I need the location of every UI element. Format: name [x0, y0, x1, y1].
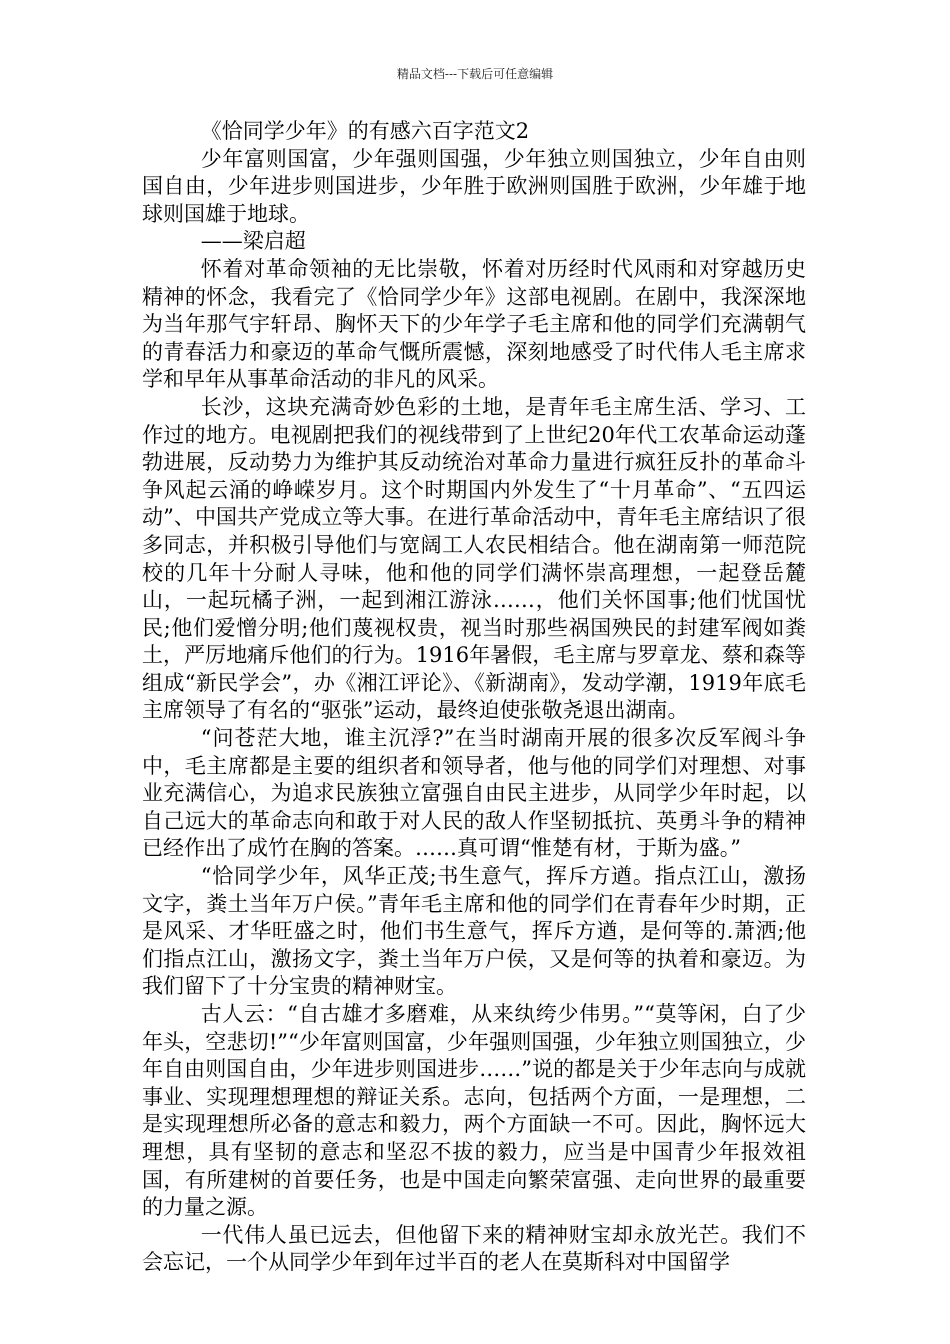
paragraph-legacy: 一代伟人虽已远去，但他留下来的精神财宝却永放光芒。我们不会忘记，一个从同学少年到年过半百的老人在莫斯科对中国留学: [142, 1222, 806, 1275]
quote-attribution: ——梁启超: [200, 229, 306, 254]
page-header: 精品文档---下载后可任意编辑: [396, 67, 554, 81]
paragraph-quote: 少年富则国富，少年强则国强，少年独立则国独立，少年自由则国自由，少年进步则国进步，少年胜于欧洲则国胜于欧洲，少年雄于地球则国雄于地球。: [142, 146, 806, 226]
paragraph-intro: 怀着对革命领袖的无比崇敬，怀着对历经时代风雨和对穿越历史精神的怀念，我看完了《恰同学少年》这部电视剧。在剧中，我深深地为当年那气宇轩昂、胸怀天下的少年学子毛主席和他的同学们充满朝气的青春活力和豪迈的革命气慨所震憾，深刻地感受了时代伟人毛主席求学和早年从事革命活动的非凡的风采。: [142, 256, 806, 392]
paragraph-ancients: 古人云：“自古雄才多磨难，从来纨绔少伟男。”“莫等闲，白了少年头，空悲切!”“少年富则国富，少年强则国强，少年独立则国独立，少年自由则国自由，少年进步则国进步……”说的都是关于少年志向与成就事业、实现理想理想的辩证关系。志向，包括两个方面，一是理想，二是实现理想所必备的意志和毅力，两个方面缺一不可。因此，胸怀远大理想，具有坚韧的意志和坚忍不拔的毅力，应当是中国青少年报效祖国，有所建树的首要任务，也是中国走向繁荣富强、走向世界的最重要的力量之源。: [142, 1002, 806, 1220]
paragraph-poem: “恰同学少年，风华正茂;书生意气，挥斥方遒。指点江山，激扬文字，粪土当年万户侯。”青年毛主席和他的同学们在青春年少时期，正是风采、才华旺盛之时，他们书生意气，挥斥方遒，是何等的.萧洒;他们指点江山，激扬文字，粪土当年万户侯，又是何等的执着和豪迈。为我们留下了十分宝贵的精神财宝。: [142, 864, 806, 999]
paragraph-question: “问苍茫大地，谁主沉浮?”在当时湖南开展的很多次反军阀斗争中，毛主席都是主要的组织者和领导者，他与他的同学们对理想、对事业充满信心，为追求民族独立富强自由民主进步，从同学少年时起，以自己远大的革命志向和敢于对人民的敌人作坚韧抵抗、英勇斗争的精神已经作出了成竹在胸的答案。……真可谓“惟楚有材，于斯为盛。”: [142, 726, 806, 861]
paragraph-changsha: 长沙，这块充满奇妙色彩的土地，是青年毛主席生活、学习、工作过的地方。电视剧把我们的视线带到了上世纪20年代工农革命运动蓬勃进展，反动势力为维护其反动统治对革命力量进行疯狂反扑的革命斗争风起云涌的峥嵘岁月。这个时期国内外发生了“十月革命”、“五四运动”、中国共产党成立等大事。在进行革命活动中，青年毛主席结识了很多同志，并积极引导他们与宽阔工人农民相结合。他在湖南第一师范院校的几年十分耐人寻味，他和他的同学们满怀崇高理想，一起登岳麓山，一起玩橘子洲，一起到湘江游泳……，他们关怀国事;他们忧国忧民;他们爱憎分明;他们蔑视权贵，视当时那些祸国殃民的封建军阀如粪土，严厉地痛斥他们的行为。1916年暑假，毛主席与罗章龙、蔡和森等组成“新民学会”，办《湘江评论》、《新湖南》，发动学潮，1919年底毛主席领导了有名的“驱张”运动，最终迫使张敬尧退出湖南。: [142, 394, 806, 723]
document-title: 《恰同学少年》的有感六百字范文2: [200, 119, 530, 143]
document-body: [142, 118, 806, 1277]
